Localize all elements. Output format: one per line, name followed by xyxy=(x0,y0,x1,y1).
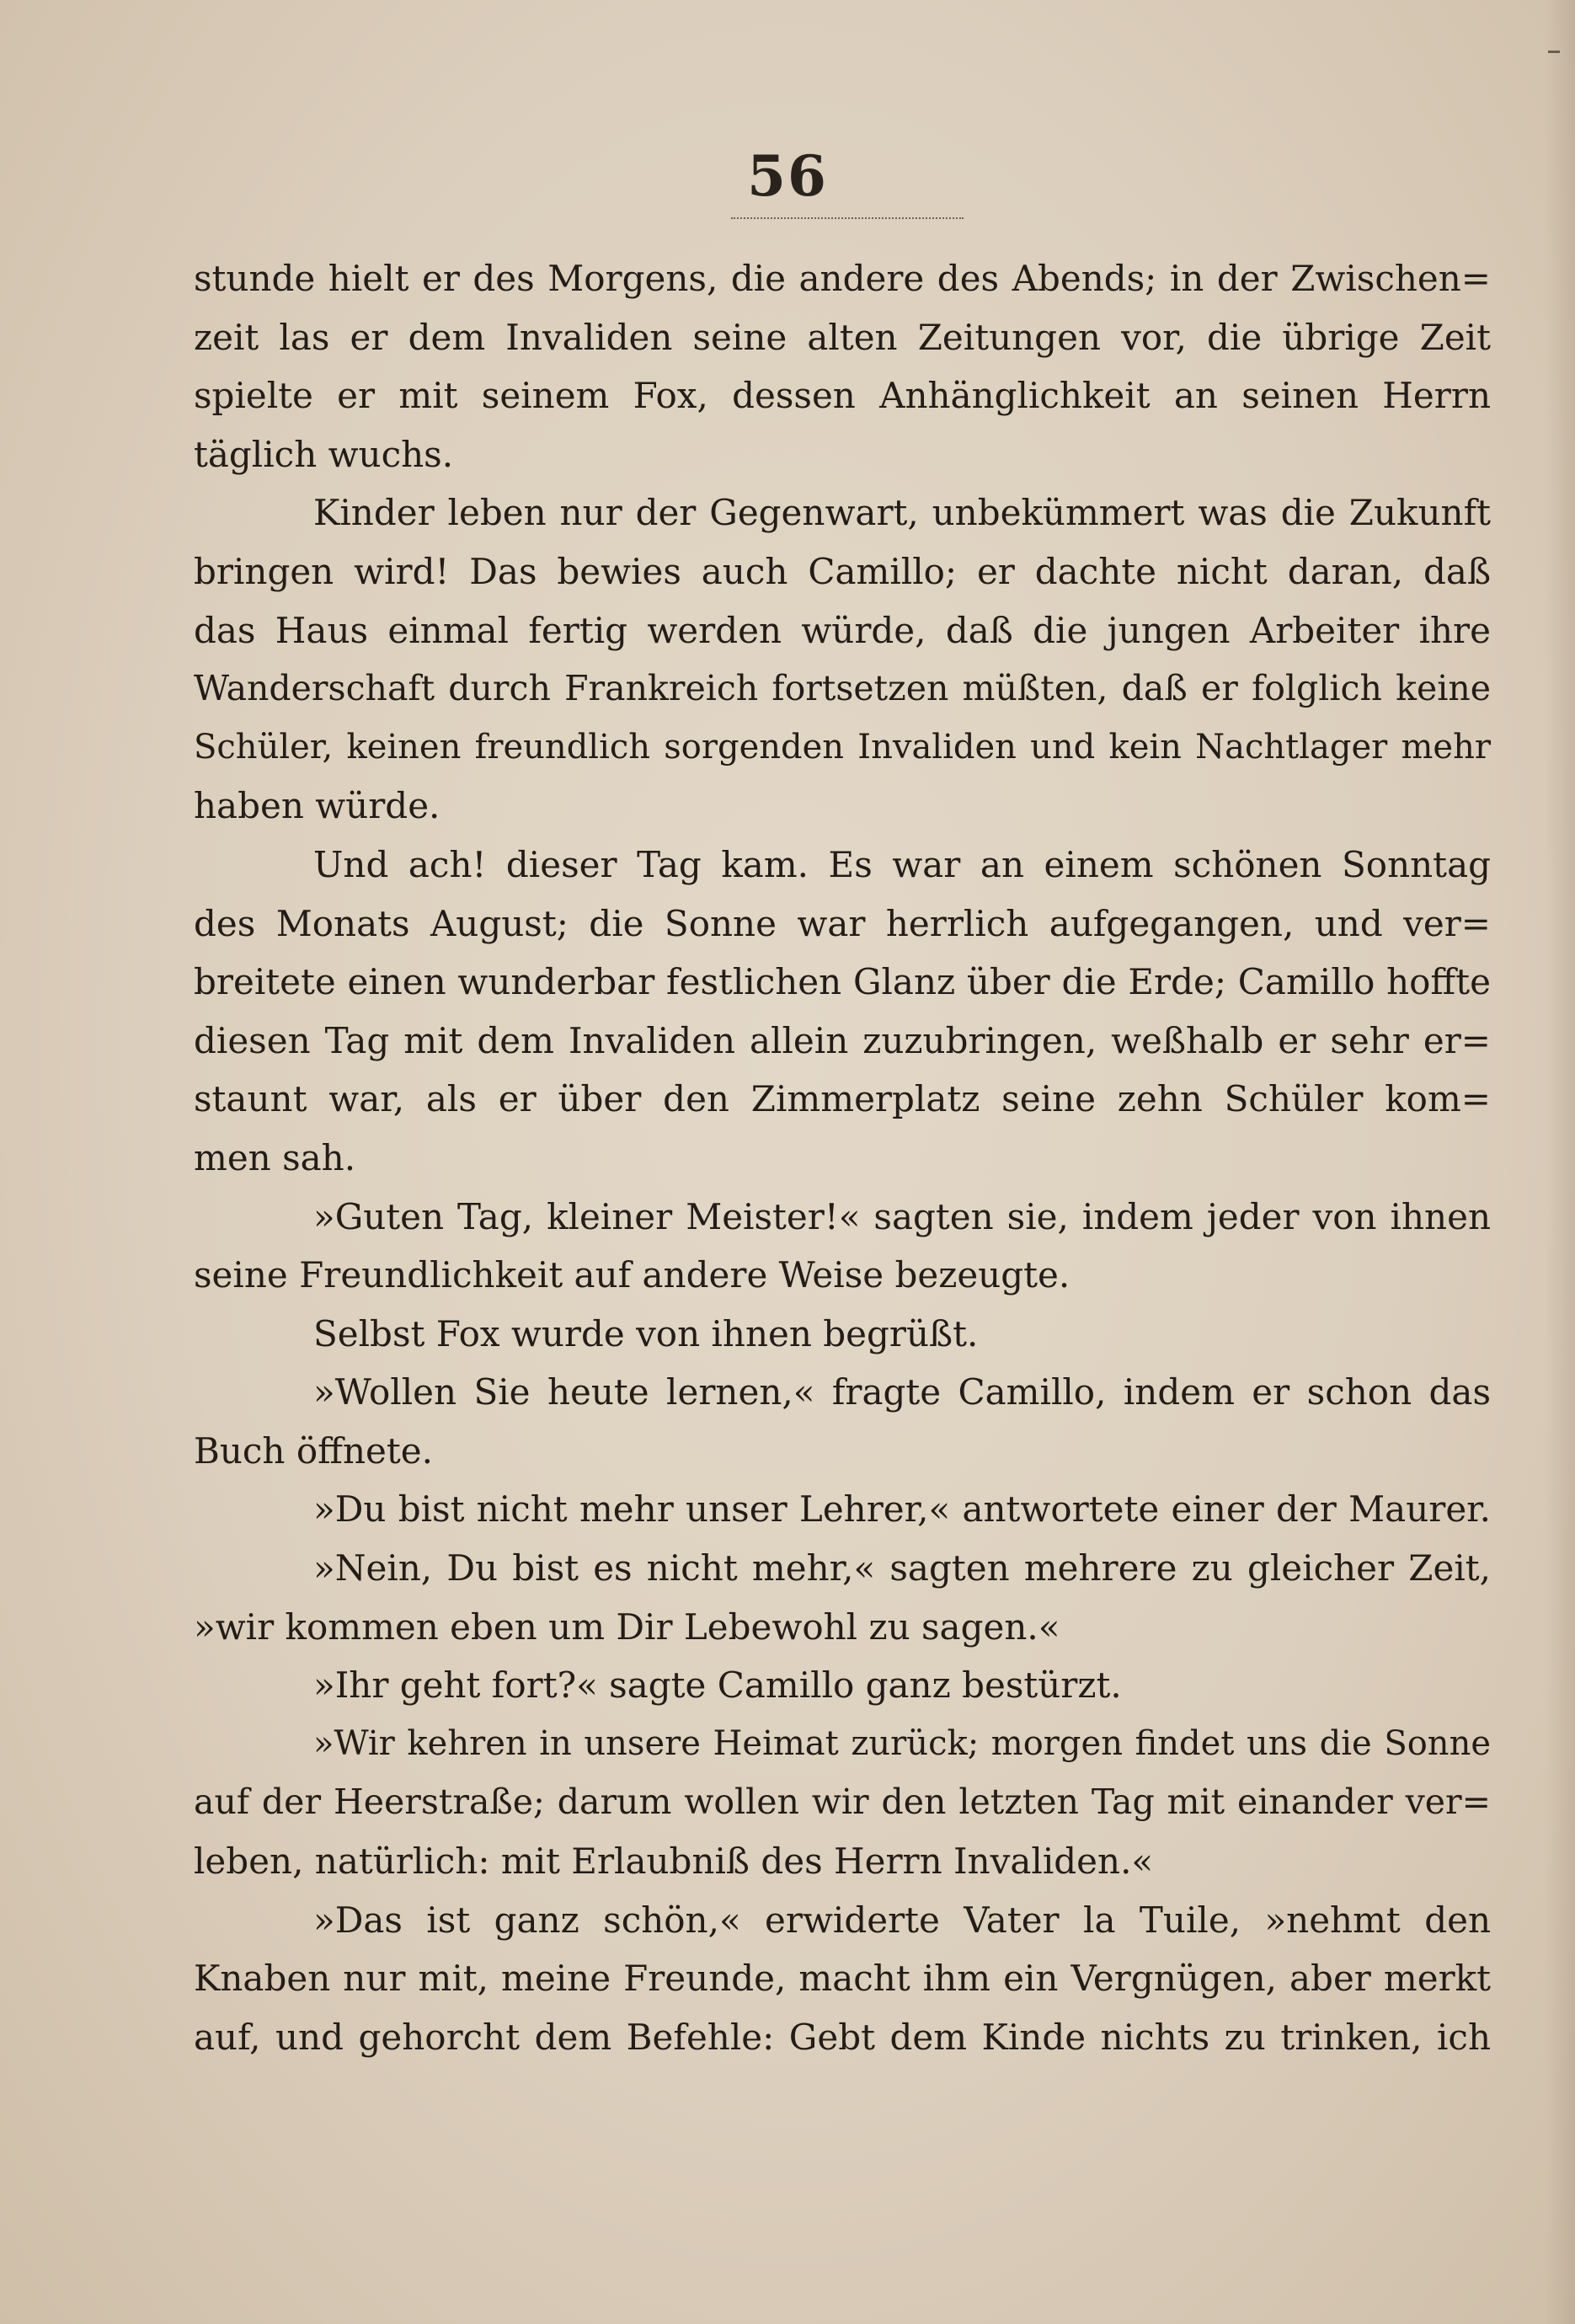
text-line: diesen Tag mit dem Invaliden allein zuzubringen, weßhalb er sehr er= xyxy=(194,1019,1491,1061)
text-line: Buch öffnete. xyxy=(194,1429,433,1472)
text-line: Und ach! dieser Tag kam. Es war an einem schönen Sonntag xyxy=(313,843,1491,885)
text-line: »Du bist nicht mehr unser Lehrer,« antwortete einer der Maurer. xyxy=(313,1488,1491,1531)
text-line: Wanderschaft durch Frankreich fortsetzen müßten, daß er folglich keine xyxy=(194,668,1491,709)
text-line: Selbst Fox wurde von ihnen begrüßt. xyxy=(313,1312,979,1354)
text-line: »Wollen Sie heute lernen,« fragte Camillo, indem er schon das xyxy=(313,1371,1491,1413)
text-line: staunt war, als er über den Zimmerplatz seine zehn Schüler kom= xyxy=(194,1078,1491,1120)
text-line: leben, natürlich: mit Erlaubniß des Herrn Invaliden.« xyxy=(194,1841,1154,1883)
page-number: 56 xyxy=(747,143,828,209)
text-line: »Nein, Du bist es nicht mehr,« sagten mehrere zu gleicher Zeit, xyxy=(313,1547,1491,1589)
text-line: täglich wuchs. xyxy=(194,433,454,475)
text-line: »Das ist ganz schön,« erwiderte Vater la Tuile, »nehmt den xyxy=(313,1899,1491,1941)
text-line: seine Freundlichkeit auf andere Weise bezeugte. xyxy=(194,1254,1070,1296)
text-line: des Monats August; die Sonne war herrlich aufgegangen, und ver= xyxy=(194,902,1491,944)
text-line: Knaben nur mit, meine Freunde, macht ihm ein Vergnügen, aber merkt xyxy=(194,1958,1491,2000)
page-corner-mark xyxy=(1548,51,1560,53)
text-line: Schüler, keinen freundlich sorgenden Invaliden und kein Nachtlager mehr xyxy=(194,727,1491,767)
text-line: zeit las er dem Invaliden seine alten Zeitungen vor, die übrige Zeit xyxy=(194,316,1491,358)
header-rule xyxy=(731,217,964,219)
text-line: »wir kommen eben um Dir Lebewohl zu sagen.« xyxy=(194,1605,1060,1648)
text-line: auf, und gehorcht dem Befehle: Gebt dem Kinde nichts zu trinken, ich xyxy=(194,2016,1491,2058)
body-text xyxy=(194,249,1491,2066)
text-line: das Haus einmal fertig werden würde, daß die jungen Arbeiter ihre xyxy=(194,609,1491,651)
text-line: »Wir kehren in unsere Heimat zurück; morgen findet uns die Sonne xyxy=(313,1723,1491,1763)
text-line: spielte er mit seinem Fox, dessen Anhänglichkeit an seinen Herrn xyxy=(194,375,1491,417)
text-line: bringen wird! Das bewies auch Camillo; er dachte nicht daran, daß xyxy=(194,550,1491,592)
text-line: haben würde. xyxy=(194,785,440,827)
text-line: stunde hielt er des Morgens, die andere des Abends; in der Zwischen= xyxy=(194,258,1491,299)
text-line: »Ihr geht fort?« sagte Camillo ganz bestürzt. xyxy=(313,1664,1122,1707)
text-line: Kinder leben nur der Gegenwart, unbekümmert was die Zukunft xyxy=(313,492,1491,534)
text-line: breitete einen wunderbar festlichen Glanz über die Erde; Camillo hoffte xyxy=(194,961,1491,1003)
page-edge-shadow xyxy=(1545,0,1575,2324)
text-line: men sah. xyxy=(194,1136,356,1178)
text-line: »Guten Tag, kleiner Meister!« sagten sie, indem jeder von ihnen xyxy=(313,1195,1491,1237)
text-line: auf der Heerstraße; darum wollen wir den letzten Tag mit einander ver= xyxy=(194,1782,1491,1823)
